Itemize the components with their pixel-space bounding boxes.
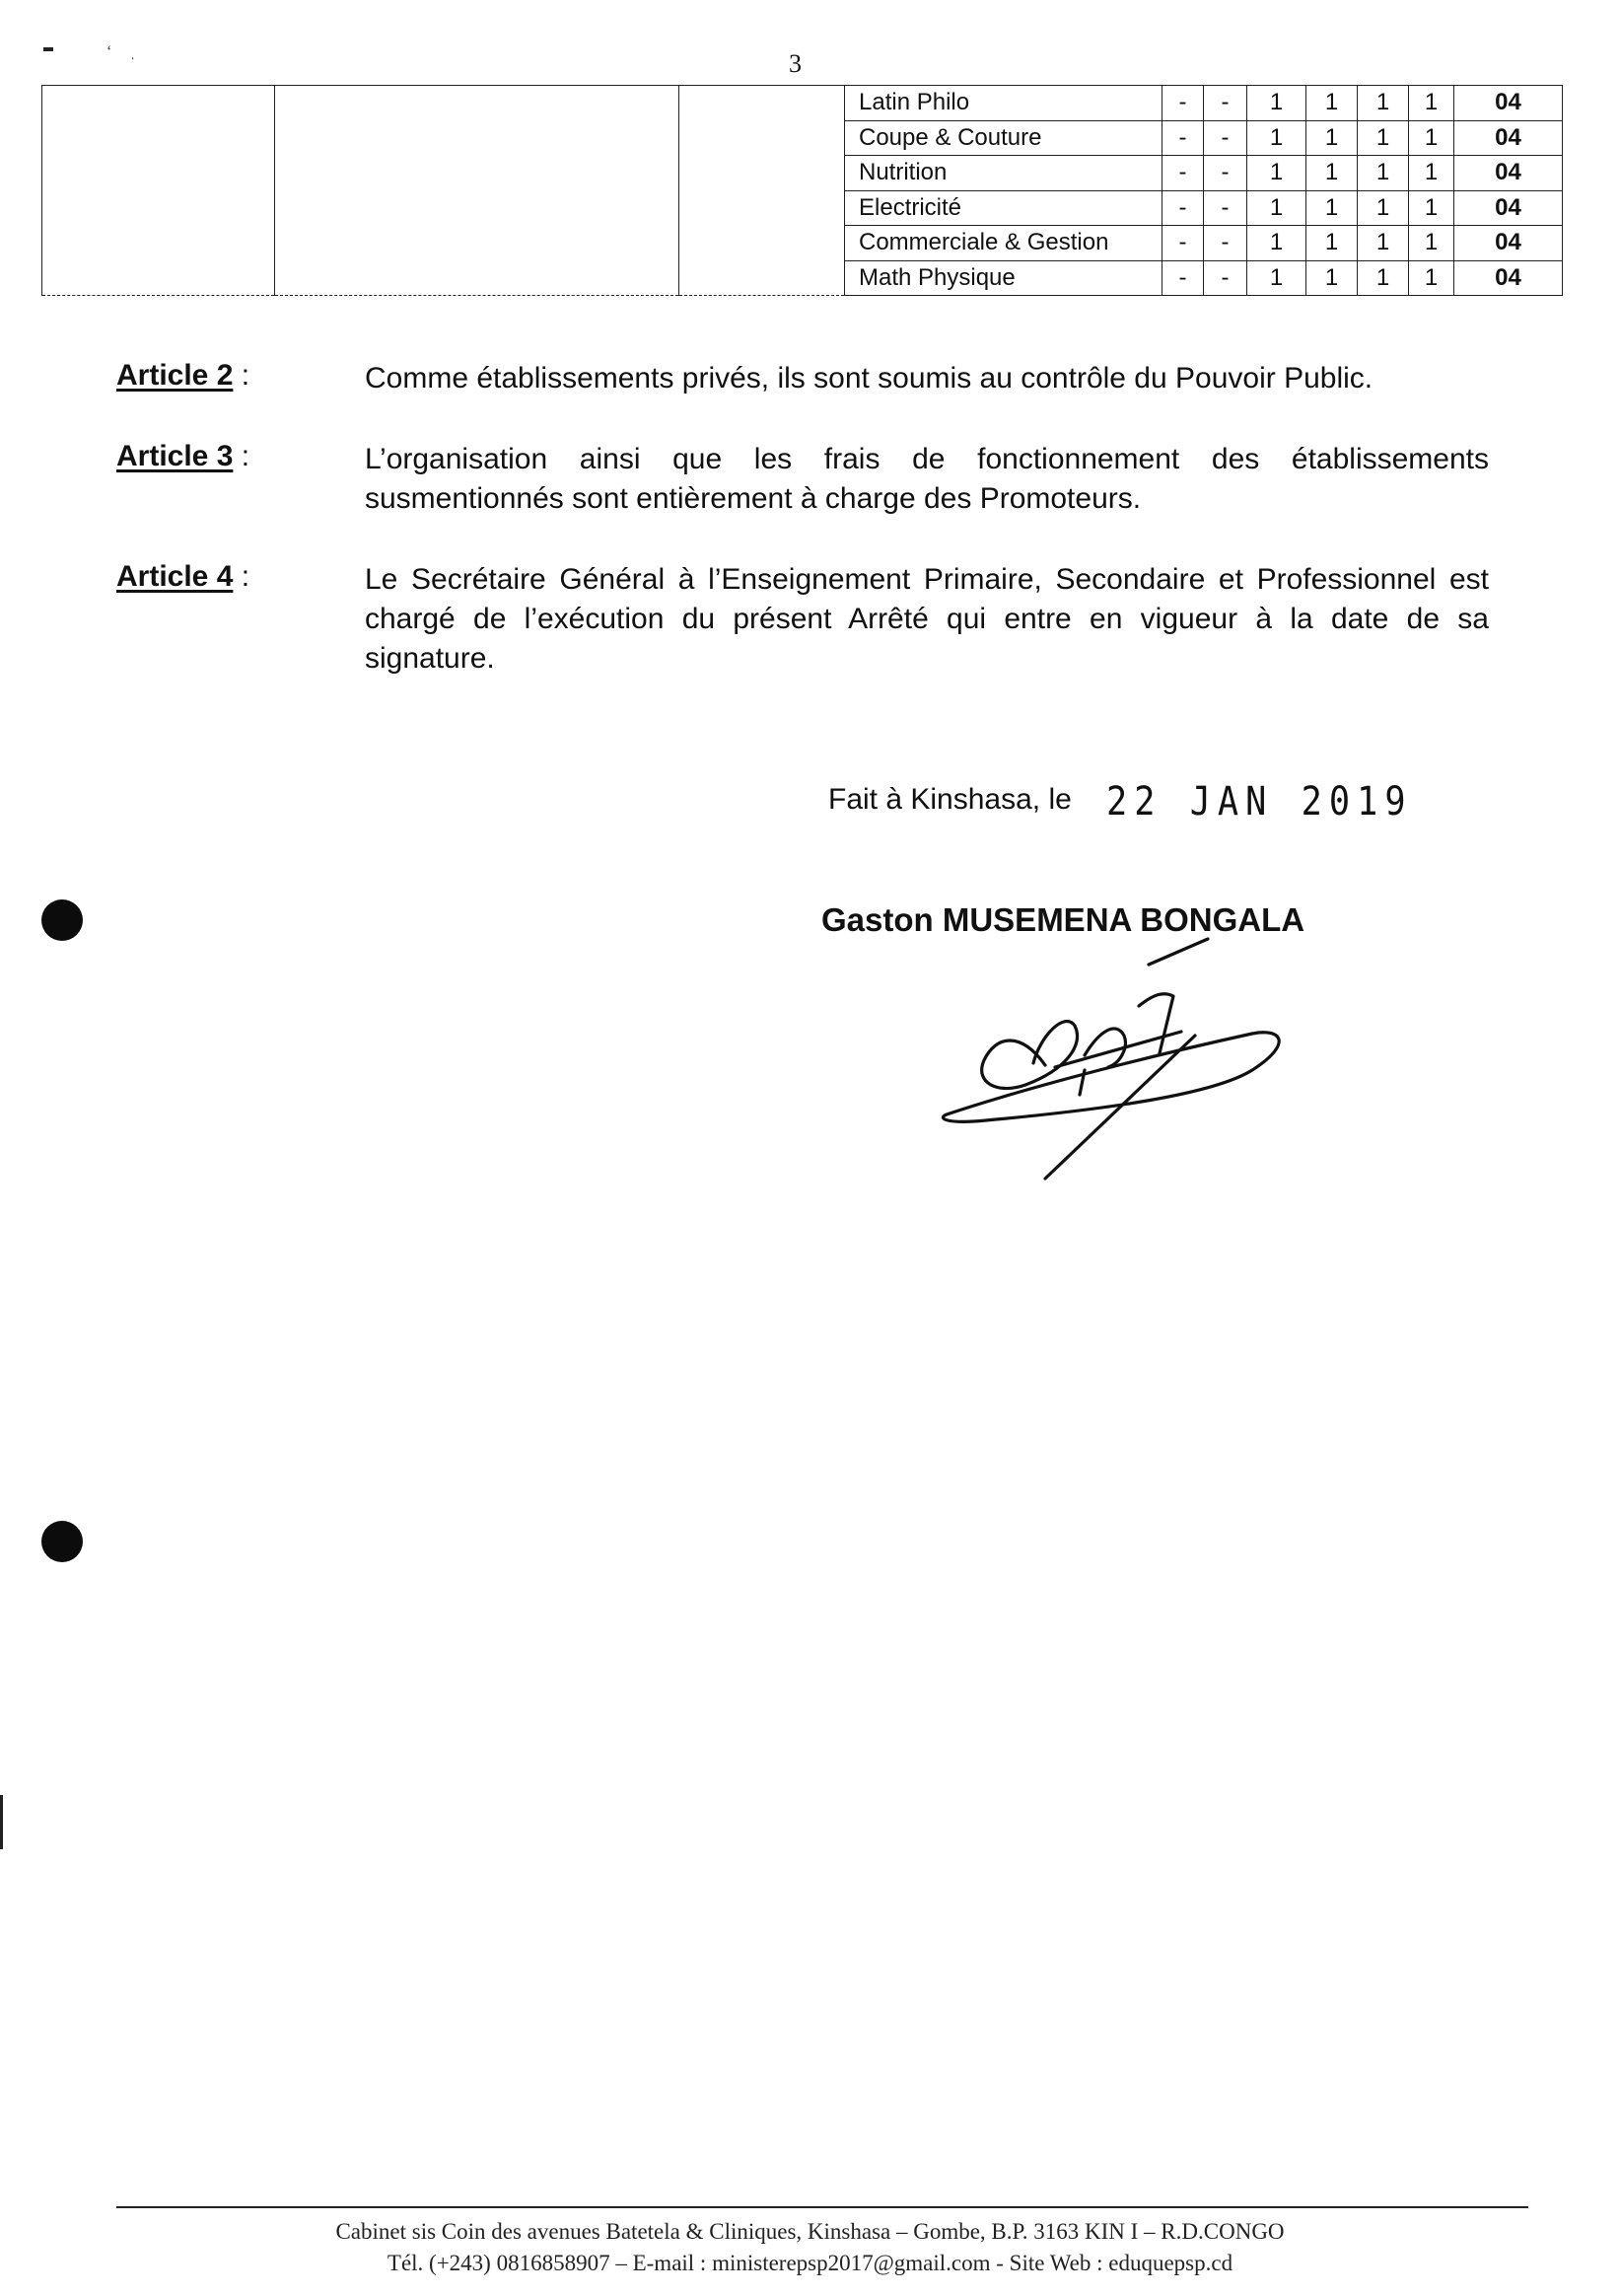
article-3-label: Article 3 :	[116, 440, 250, 472]
mark-cell: 1	[1409, 260, 1454, 296]
mark-cell: 1	[1306, 86, 1358, 121]
total-cell: 04	[1454, 260, 1563, 296]
total-cell: 04	[1454, 226, 1563, 261]
empty-cell	[679, 86, 845, 296]
mark-cell: 1	[1409, 86, 1454, 121]
mark-cell: 1	[1358, 260, 1409, 296]
mark-cell: -	[1162, 156, 1204, 191]
option-cell: Electricité	[845, 190, 1162, 226]
scan-mark: ʻ	[106, 43, 112, 60]
signer-name: Gaston MUSEMENA BONGALA	[821, 901, 1305, 938]
mark-cell: 1	[1409, 226, 1454, 261]
punch-hole	[41, 899, 83, 941]
footer-address: Cabinet sis Coin des avenues Batetela & Cliniques, Kinshasa – Gombe, B.P. 3163 KIN I – R.D.CONGO	[335, 2219, 1285, 2244]
mark-cell: -	[1204, 86, 1247, 121]
footer-contact: Tél. (+243) 0816858907 – E-mail : ministerepsp2017@gmail.com - Site Web : eduquepsp.cd	[387, 2251, 1233, 2275]
mark-cell: 1	[1358, 86, 1409, 121]
mark-cell: -	[1162, 260, 1204, 296]
scan-mark	[43, 47, 53, 51]
mark-cell: 1	[1358, 226, 1409, 261]
mark-cell: -	[1204, 156, 1247, 191]
mark-cell: 1	[1247, 260, 1306, 296]
option-cell: Coupe & Couture	[845, 120, 1162, 156]
mark-cell: -	[1162, 86, 1204, 121]
total-cell: 04	[1454, 120, 1563, 156]
mark-cell: 1	[1306, 260, 1358, 296]
option-cell: Commerciale & Gestion	[845, 226, 1162, 261]
mark-cell: -	[1162, 190, 1204, 226]
empty-cell	[42, 86, 275, 296]
mark-cell: 1	[1247, 226, 1306, 261]
place-label: Fait à Kinshasa, le	[828, 783, 1072, 816]
mark-cell: -	[1204, 226, 1247, 261]
mark-cell: 1	[1409, 156, 1454, 191]
mark-cell: -	[1204, 190, 1247, 226]
mark-cell: 1	[1358, 120, 1409, 156]
mark-cell: 1	[1306, 156, 1358, 191]
mark-cell: 1	[1409, 120, 1454, 156]
mark-cell: -	[1162, 226, 1204, 261]
mark-cell: 1	[1306, 190, 1358, 226]
total-cell: 04	[1454, 190, 1563, 226]
article-2-text: Comme établissements privés, ils sont soumis au contrôle du Pouvoir Public.	[365, 362, 1373, 395]
option-cell: Latin Philo	[845, 86, 1162, 121]
mark-cell: 1	[1306, 120, 1358, 156]
footer-rule	[116, 2206, 1528, 2208]
table-row	[42, 86, 1563, 121]
option-cell: Math Physique	[845, 260, 1162, 296]
mark-cell: -	[1162, 120, 1204, 156]
mark-cell: 1	[1247, 156, 1306, 191]
mark-cell: 1	[1409, 190, 1454, 226]
total-cell: 04	[1454, 156, 1563, 191]
article-4-label: Article 4 :	[116, 560, 250, 593]
scan-mark: ˌ	[130, 43, 136, 60]
option-cell: Nutrition	[845, 156, 1162, 191]
mark-cell: 1	[1358, 190, 1409, 226]
article-2-label: Article 2 :	[116, 359, 250, 392]
subjects-table	[41, 85, 1563, 296]
mark-cell: 1	[1306, 226, 1358, 261]
mark-cell: -	[1204, 260, 1247, 296]
mark-cell: -	[1204, 120, 1247, 156]
article-3-text: L’organisation ainsi que les frais de fonctionnement des établissements susmentionnés sont entièrement à charge des Promoteurs.	[365, 443, 1489, 515]
handwritten-signature	[927, 937, 1321, 1193]
article-4-text: Le Secrétaire Général à l’Enseignement Primaire, Secondaire et Professionnel est chargé de l’exécution du présent Arrêté qui entre en vigueur à la date de sa signature.	[365, 563, 1489, 675]
page-number: 3	[789, 49, 802, 78]
empty-cell	[275, 86, 679, 296]
mark-cell: 1	[1247, 86, 1306, 121]
date-stamp: 22 JAN 2019	[1106, 779, 1413, 825]
punch-hole	[41, 1521, 83, 1562]
mark-cell: 1	[1247, 120, 1306, 156]
mark-cell: 1	[1358, 156, 1409, 191]
mark-cell: 1	[1247, 190, 1306, 226]
scan-edge-mark	[0, 1795, 3, 1849]
total-cell: 04	[1454, 86, 1563, 121]
